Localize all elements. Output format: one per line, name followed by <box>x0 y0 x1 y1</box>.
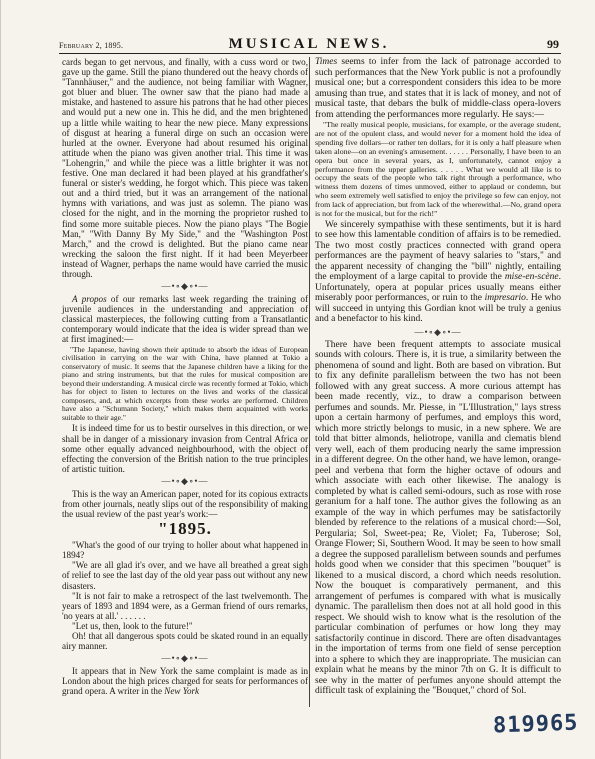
paragraph <box>62 666 308 696</box>
paragraph: "We are all glad it's over, and we have all breathed a great sigh of relief to see the last day of the old year pass out without any new disasters. <box>62 560 308 591</box>
header-title: MUSICAL NEWS. <box>228 36 390 52</box>
emphasis: mise-en-scène <box>504 272 559 283</box>
paragraph <box>62 294 308 344</box>
library-stamp: 819965 <box>492 710 579 739</box>
quoted-heading: "1895. <box>158 519 212 539</box>
paragraph: There have been frequent attempts to associate musical sounds with colours. There is, it is true, a similarity between the phenomena of sound and light. Both are based on vibration. But to fix any definite parallelism between the two has not been followed with any great success. A more curious attempt has been made recently, viz., to draw a comparison between perfumes and sounds. Mr. Piesse, in "L'Illustration," lays stress upon a certain harmony of perfumes, and employs this word, which more strictly belongs to music, in a new sphere. We are told that bitter almonds, heliotrope, vanilla and clematis blend very well, each of them producing nearly the same impression in a different degree. On the other hand, we have lemon, orange-peel and verbena that form the higher octave of odours and which associate with each other likewise. The analogy is completed by what is called semi-odours, such as rose with rose geranium for a half tone. The author gives the following as an example of the way in which perfumes may be satisfactorily blended by reference to the relations of a musical chord:—Sol, Pergularia; Sol, Sweet-pea; Re, Violet; Fa, Tuberose; Sol, Orange Flower; Si, Southern Wood. It may be seen to how small a degree the supposed parallelism between sounds and perfumes holds good when we consider that this specimen "bouquet" is likened to a musical discord, a chord which needs resolution. Now the bouquet is comparatively permanent, and this arrangement of perfumes is compared with what is musically dynamic. The parallelism then does not at all hold good in this respect. We should wish to know what is the resolution of the particular combination of perfumes or how long they may satisfactorily continue in discord. There are often disadvantages in the importation of terms from one field of sense perception into a sphere to which they are inappropriate. The musician can explain what he means by the minor 7th on G. It is difficult to see why in the matter of perfumes anyone should attempt the difficult task of explaining the "Bouquet," chord of Sol. <box>315 339 561 697</box>
page-number: 99 <box>547 37 559 51</box>
paragraph-text: We sincerely sympathise with these sentiments, but it is hard to see how this lamentable condition of affairs is to be remedied. The two most costly practices connected with grand opera performances are the payment of heavy salaries to "stars," and the apparent necessity of changing the "bill" nightly, entailing the employment of a large capital to provide the <box>315 219 561 283</box>
paragraph: "Let us, then, look to the future!" <box>72 620 193 631</box>
quoted-paragraph: "The really musical people, musicians, for example, or the average student, are not of the opulent class, and would never for a moment hold the idea of spending five dollars—or rather ten dollars, for it is only a half pleasure when taken alone—on an evening's amusement. . . . . . Personally, I have been to an opera but once in several years, as I, unfortunately, cannot enjoy a performance from the upper galleries. . . . . . What we would all like is to occupy the seats of the people who talk right through a performance, who witness them dozens of times unmoved, either to applaud or condemn, but who seem extremely well satisfied to enjoy the privilege so few can enjoy, not from lack of appreciation, but from lack of the wherewithal.—No, grand opera is not for the musical, but for the rich!" <box>315 120 562 219</box>
header-date: February 2, 1895. <box>59 41 124 50</box>
running-header <box>59 36 559 52</box>
right-column <box>315 57 561 697</box>
section-ornament: —•∘◆∘•— <box>414 326 462 337</box>
column-divider <box>309 57 310 707</box>
emphasis: New York <box>164 686 200 697</box>
paragraph-text: seems to infer from the lack of patronage accorded to such performances that the New York public is not a profoundly musical one; but a correspondent considers this idea to be more amusing than true, and states that it is lack of money, and not of musical taste, that debars the bulk of middle-class opera-lovers from attending the performances more regularly. He says:— <box>315 57 561 120</box>
paragraph: cards began to get nervous, and finally, with a cuss word or two, gave up the game. Still the piano thundered out the heavy chords of "Tannhäuser," and the audience, not being familiar with Wagner, got bluer and bluer. The owner saw that the piano had made a mistake, and hastened to assure his patrons that he had other pieces and would put a new one in. This he did, and the men brightened up a little while waiting to hear the new piece. Many expressions of disgust at hearing a funeral dirge on such an occasion were hurled at the owner. Everyone had about resumed his original attitude when the piano was given another trial. This time it was "Lohengrin," and while the piece was a little brighter it was not festive. One man declared it had been played at his grandfather's funeral or sister's wedding, he forgot which. This piece was taken out and a third tried, but it was an arrangement of the national hymns with variations, and was just as solemn. The piano was closed for the night, and in the morning the proprietor rushed to find some more suitable pieces. Now the piano plays "The Bogie Man," "With Danny By My Side," and the "Washington Post March," and the crowd is delighted. But the piano came near wrecking the saloon the first night. If it had been Meyerbeer instead of Wagner, perhaps the name would have carried the music through. <box>62 57 308 279</box>
paragraph-text: of our remarks last week regarding the training of juvenile audiences in the understanding and appreciation of classical masterpieces, the following cutting from a Transatlantic contemporary would indicate that the idea is wider spread than we at first imagined:— <box>62 294 308 345</box>
paragraph: Oh! that all dangerous spots could be skated round in an equally airy manner. <box>62 631 308 652</box>
paragraph: "It is not fair to make a retrospect of the last twelvemonth. The years of 1893 and 1894 were, as a German friend of ours remarks, 'no years at all.' . . . . . . <box>62 590 308 621</box>
paragraph <box>315 57 561 120</box>
section-ornament: —•∘◆∘•— <box>161 281 209 292</box>
paragraph: This is the way an American paper, noted for its copious extracts from other journals, neatly slips out of the responsibility of making the usual review of the past year's work:— <box>62 488 308 520</box>
left-column <box>62 57 308 697</box>
paragraph <box>315 220 561 325</box>
section-ornament: —•∘◆∘•— <box>161 475 209 486</box>
paragraph: It is indeed time for us to bestir ourselves in this direction, or we shall be in danger of a missionary invasion from Central Africa or some other equally advanced neighbourhood, with the object of effecting the conversion of the British nation to the true principles of artistic tuition. <box>62 423 308 474</box>
section-ornament: —•∘◆∘•— <box>161 653 209 664</box>
paragraph-text: . He who will succeed in untying this Gordian knot will be truly a genius and a benefactor to his kind. <box>315 293 561 325</box>
paragraph-text: . Unfortunately, opera at popular prices usually means either miserably poor performances, or ruin to the <box>315 272 561 304</box>
header-rule <box>59 53 561 54</box>
emphasis: impresario <box>484 293 526 304</box>
emphasis: Times <box>315 57 338 67</box>
emphasis: A propos <box>72 294 107 305</box>
paragraph: "What's the good of our trying to holler about what happened in 1894? <box>62 540 308 561</box>
quoted-paragraph: "The Japanese, having shown their aptitude to absorb the ideas of European civilisation in carrying on the war with China, have planned at Tokio a conservatory of music. It seems that the Japanese children have a liking for the piano and string instruments, but that the rules for musical composition are beyond their understanding. A musical circle was recently formed at Tokio, which has for object to listen to lectures on the lives and works of the classical composers, and, at which excerpts from these works are performed. Children have also a "Schumann Society," which makes them acquainted with works suitable to their age." <box>62 344 308 422</box>
paragraph-text: It appears that in New York the same complaint is made as in London about the high prices charged for seats for performances of grand opera. A writer in the <box>62 666 308 697</box>
